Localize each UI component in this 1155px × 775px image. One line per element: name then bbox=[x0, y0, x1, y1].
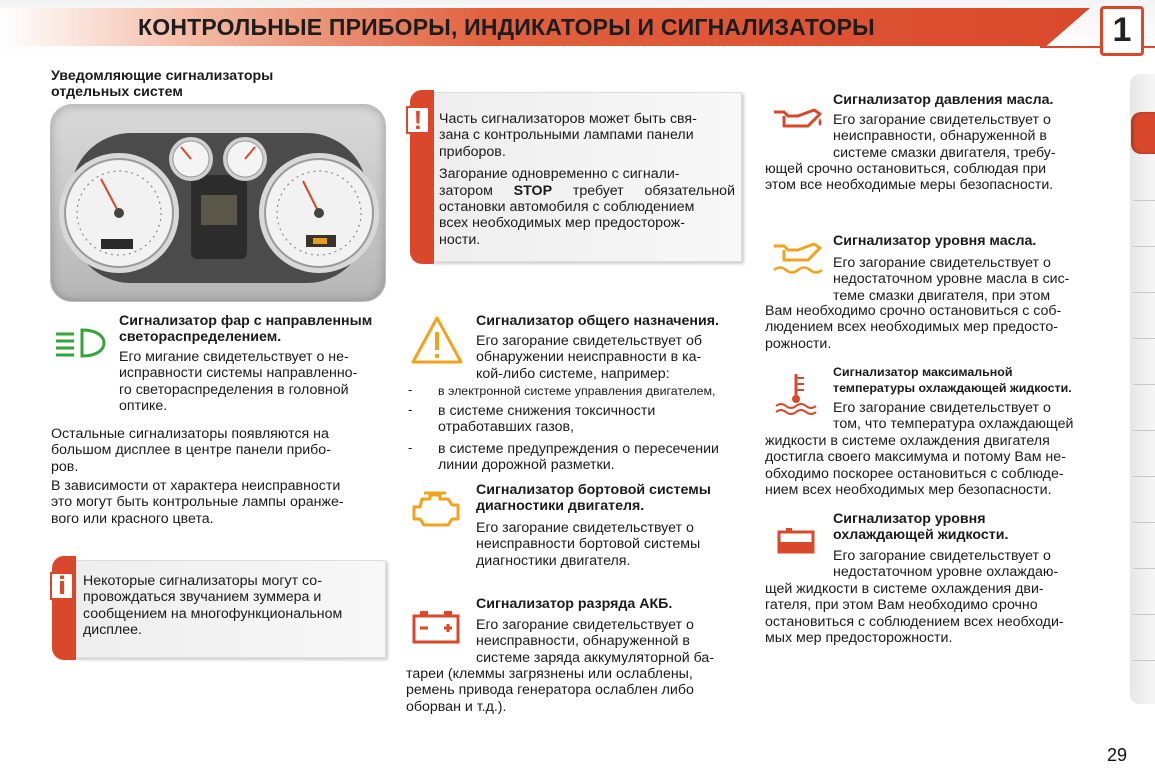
headlamp-title: Сигнализатор фар с направленным светораспределением. bbox=[119, 313, 373, 346]
battery-icon bbox=[410, 608, 462, 649]
oil-level-title: Сигнализатор уровня масла. bbox=[833, 233, 1037, 249]
coolant-temp-body: Его загорание свидетельствует о том, что температура охлаждающей bbox=[833, 400, 1074, 433]
coolant-level-title: Сигнализатор уровня охлаждающей жидкости. bbox=[833, 511, 1009, 544]
page-number: 29 bbox=[1107, 745, 1128, 765]
instrument-cluster-image bbox=[50, 104, 386, 302]
oil-pressure-body: Его загорание свидетельствует о неисправности, обнаруженной в системе смазки двигателя, требу- bbox=[833, 112, 1056, 161]
page-title: КОНТРОЛЬНЫЕ ПРИБОРЫ, ИНДИКАТОРЫ И СИГНАЛИЗАТОРЫ bbox=[138, 14, 875, 40]
chapter-badge: 1 bbox=[1100, 6, 1144, 56]
tab-active-chapter[interactable] bbox=[1131, 112, 1155, 154]
engine-body: Его загорание свидетельствует о неисправности бортовой системы диагностики двигателя. bbox=[476, 520, 701, 569]
paragraph-other-indicators: Остальные сигнализаторы появляются на большом дисплее в центре панели прибо- ров. bbox=[51, 426, 331, 475]
list-bullet: - bbox=[408, 402, 413, 417]
engine-title: Сигнализатор бортовой системы диагностики двигателя. bbox=[476, 482, 711, 515]
oil-level-body-wide: Вам необходимо срочно остановиться с соб- людением всех необходимых мер предосто- рожности. bbox=[765, 303, 1062, 352]
general-title: Сигнализатор общего назначения. bbox=[476, 313, 719, 329]
general-body: Его загорание свидетельствует об обнаружении неисправности в ка- кой-либо системе, например: bbox=[476, 333, 702, 382]
tab-divider bbox=[1133, 660, 1155, 661]
coolant-level-body: Его загорание свидетельствует о недостаточном уровне охлаждаю- bbox=[833, 548, 1059, 581]
tab-divider bbox=[1133, 200, 1155, 201]
chapter-tabs[interactable] bbox=[1130, 74, 1155, 704]
battery-title: Сигнализатор разряда АКБ. bbox=[476, 596, 673, 612]
list-bullet: - bbox=[408, 440, 413, 455]
tab-divider bbox=[1133, 338, 1155, 339]
exclamation-icon: ! bbox=[406, 106, 430, 134]
oil-pressure-body-wide: ющей срочно остановиться, соблюдая при этом все необходимые меры безопасности. bbox=[765, 161, 1054, 194]
tab-divider bbox=[1133, 614, 1155, 615]
coolant-temp-title: Сигнализатор максимальной температуры охлаждающей жидкости. bbox=[833, 365, 1072, 396]
list-item: в системе предупреждения о пересечении линии дорожной разметки. bbox=[438, 441, 719, 474]
tab-divider bbox=[1133, 292, 1155, 293]
oil-pressure-title: Сигнализатор давления масла. bbox=[833, 92, 1054, 108]
battery-body-wide: тареи (клеммы загрязнены или ослаблены, ремень привода генератора ослаблен либо оборван и т.д.). bbox=[406, 666, 694, 715]
list-item: в системе снижения токсичности отработавших газов, bbox=[438, 403, 656, 436]
section-title: Уведомляющие сигнализаторы отдельных систем bbox=[51, 68, 274, 101]
stop-keyword: STOP bbox=[513, 182, 553, 199]
tab-divider bbox=[1133, 430, 1155, 431]
list-bullet: - bbox=[408, 382, 413, 397]
oil-level-body: Его загорание свидетельствует о недостаточном уровне масла в сис- теме смазки двигателя, при этом bbox=[833, 255, 1070, 304]
coolant-temp-body-wide: жидкости в системе охлаждения двигателя достигла своего максимума и потому Вам не- обходимо поскорее остановиться с соблюде- нием всех необходимых мер безопасности. bbox=[765, 433, 1066, 499]
info-note-text: Некоторые сигнализаторы могут со- провождаться звучанием зуммера и сообщением на многофункциональном дисплее. bbox=[83, 573, 343, 639]
tab-divider bbox=[1133, 568, 1155, 569]
info-icon: i bbox=[50, 572, 74, 600]
headlamp-body: Его мигание свидетельствует о не- исправности системы направленно- го светораспределения в головной оптике. bbox=[119, 349, 358, 415]
coolant-level-body-wide: щей жидкости в системе охлаждения дви- гателя, при этом Вам необходимо срочно остановиться с соблюдением всех необходи- мых мер предосторожности. bbox=[765, 581, 1064, 647]
tab-divider bbox=[1133, 246, 1155, 247]
battery-body: Его загорание свидетельствует о неисправности, обнаруженной в системе заряда аккумуляторной ба- bbox=[476, 617, 715, 666]
warning-triangle-icon bbox=[409, 314, 465, 371]
tab-divider bbox=[1133, 384, 1155, 385]
directional-headlamp-icon bbox=[52, 326, 106, 365]
tab-divider bbox=[1133, 522, 1155, 523]
oil-pressure-icon bbox=[770, 104, 826, 137]
warning-note-text: Часть сигнализаторов может быть свя- зана с контрольными лампами панели приборов. Загорание одновременно с сигнали- затором STOP требует обязательной остановки автомобиля с соблюдением всех необходимых мер предосторож- ности. bbox=[439, 111, 736, 248]
coolant-temperature-icon bbox=[774, 370, 820, 421]
engine-check-icon bbox=[410, 489, 462, 534]
tab-divider bbox=[1133, 476, 1155, 477]
list-item: в электронной системе управления двигателем, bbox=[438, 384, 716, 398]
coolant-level-icon bbox=[776, 526, 816, 561]
paragraph-lamp-colors: В зависимости от характера неисправности это могут быть контрольные лампы оранже- вого или красного цвета. bbox=[51, 478, 344, 527]
oil-level-icon bbox=[770, 240, 826, 285]
